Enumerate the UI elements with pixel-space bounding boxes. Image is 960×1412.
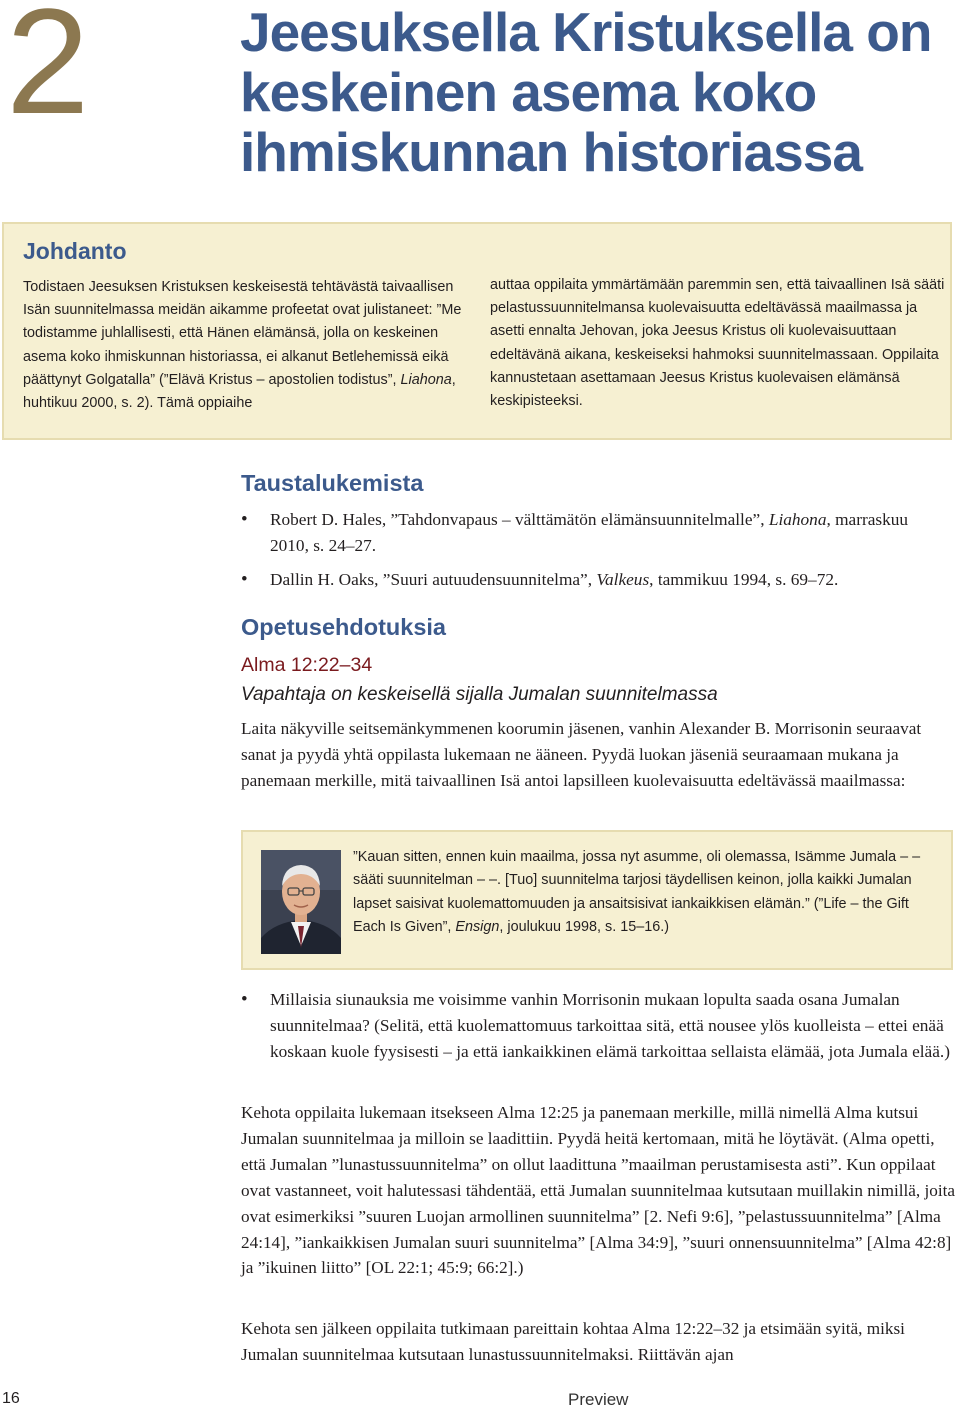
intro-text-left: Todistaen Jeesuksen Kristuksen keskeisestä tehtävästä taivaallisen Isän suunnitelmassa meidän aikamme profeetat ovat julistaneet: ”Me todistamme juhlallisesti, että Hänen elämänsä, jolla on keskeinen asema koko ihmiskunnan historiassa, ei alkanut Betlehemissä eikä päättynyt Golgatalla” (”Elävä Kristus – apostolien todistus”, Liahona, huhtikuu 2000, s. 2). Tämä oppiaihe — [23, 279, 462, 412]
list-item: • Millaisia siunauksia me voisimme vanhin Morrisonin mukaan lopulta saada osana Jumalan suunnitelmaa? (Selitä, että kuolemattomuus tarkoittaa sitä, että nousee ylös kuolleista – ettei enää koskaan kuole fyysisesti – ja että iankaikkinen elämä tarkoittaa sellaista elämää, jota Jumala elää.) — [241, 987, 951, 1065]
lesson-sub-heading: Vapahtaja on keskeisellä sijalla Jumalan suunnitelmassa — [241, 684, 718, 705]
intro-text-right: auttaa oppilaita ymmärtämään paremmin sen, että taivaallinen Isä sääti pelastussuunnitelmansa kuolevaisuutta edeltävässä maailmassa ja asetti ennalta Jehovan, joka Jeesus Kristus oli kuolevaisuuttaan edeltävänä aikana, keskeiseksi hahmoksi suunnitelmassaan. Oppilaita kannustetaan asettamaan Jeesus Kristus kuolevaisen elämänsä keskipisteeksi. — [490, 277, 945, 410]
quote-box — [241, 830, 953, 970]
background-heading: Taustalukemista — [241, 470, 424, 496]
quote-text: ”Kauan sitten, ennen kuin maailma, jossa nyt asumme, oli olemassa, Isämme Jumala – – sääti suunnitelman – –. [Tuo] suunnitelma tarjosi täydellisen keinon, jolla kaikki Jumalan lapset saisivat kuolemattomuuden ja ansaitsisivat iankaikkisen elämän.” (”Life – the Gift Each Is Given”, Ensign, joulukuu 1998, s. 15–16.) — [353, 849, 921, 935]
instruction-paragraph: Kehota oppilaita lukemaan itsekseen Alma 12:25 ja panemaan merkille, millä nimellä Alma kutsui Jumalan suunnitelmaa ja milloin se laadittiin. Pyydä heitä kertomaan, mitä he löytävät. (Alma opetti, että Jumalan ”lunastussuunnitelma” on ollut laadittuna ”maailman perustamisesta asti”. Kun oppilaat ovat vastanneet, voit halutessasi tähdentää, että Jumalan suunnitelmaa kutsutaan muillakin nimillä, joita ovat esimerkiksi ”suuren Luojan armollinen suunnitelma” [2. Nefi 9:6], ”pelastussuunnitelma” [Alma 24:14], ”iankaikkisen Jumalan suuri suunnitelma” [Alma 34:9], ”suuri onnensuunnitelma” [Alma 42:8] ja ”ikuinen liitto” [OL 22:1; 45:9; 66:2].) — [241, 1103, 956, 1278]
background-reading-list — [241, 507, 951, 601]
elder-portrait-icon — [261, 850, 341, 954]
portrait-image — [261, 850, 341, 954]
instruction-paragraph: Kehota sen jälkeen oppilaita tutkimaan pareittain kohtaa Alma 12:22–32 ja etsimään syitä, miksi Jumalan suunnitelmaa kutsutaan lunastussuunnitelmaksi. Riittävän ajan — [241, 1319, 905, 1364]
intro-box — [2, 222, 952, 440]
list-item: • Robert D. Hales, ”Tahdonvapaus – välttämätön elämänsuunnitelmalle”, Liahona, marraskuu 2010, s. 24–27. — [241, 507, 951, 559]
intro-heading: Johdanto — [23, 238, 127, 264]
suggestions-heading: Opetusehdotuksia — [241, 614, 447, 640]
discussion-question-list — [241, 987, 951, 1073]
list-item: • Dallin H. Oaks, ”Suuri autuudensuunnitelma”, Valkeus, tammikuu 1994, s. 69–72. — [241, 567, 951, 593]
chapter-title: Jeesuksella Kristuksella on keskeinen asema koko ihmiskunnan historiassa — [240, 1, 932, 183]
scripture-reference: Alma 12:22–34 — [241, 654, 373, 676]
chapter-number: 2 — [6, 0, 84, 145]
page-number: 16 — [2, 1390, 20, 1407]
instruction-paragraph: Laita näkyville seitsemänkymmenen koorumin jäsenen, vanhin Alexander B. Morrisonin seuraavat sanat ja pyydä yhtä oppilasta lukemaan ne ääneen. Pyydä luokan jäseniä seuraamaan mukana ja panemaan merkille, mitä taivaallinen Isä antoi lapsilleen kuolevaisuutta edeltävässä maailmassa: — [241, 719, 922, 790]
preview-watermark: Preview — [568, 1390, 629, 1409]
